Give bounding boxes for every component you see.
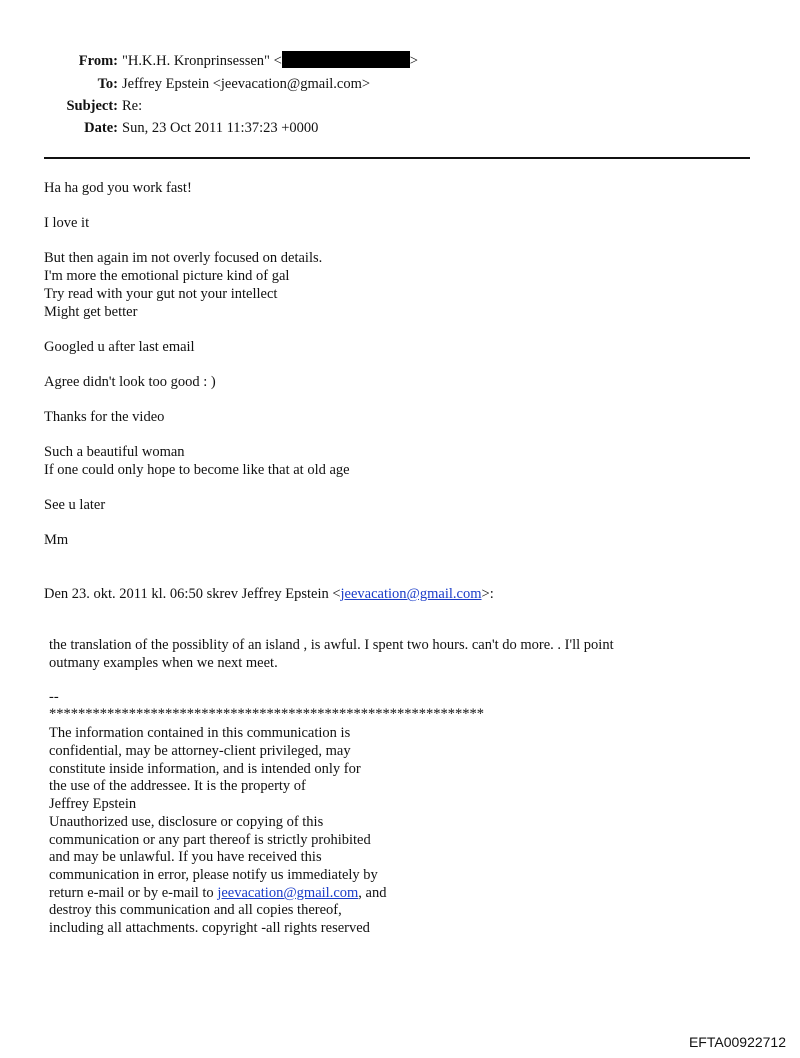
disclaimer-line: confidential, may be attorney-client privileged, may [49,743,351,759]
disclaimer-line: including all attachments. copyright -all rights reserved [49,920,370,936]
disclaimer-line: Unauthorized use, disclosure or copying of this [49,814,324,830]
disclaimer-line [49,884,386,902]
disclaimer-line: communication in error, please notify us immediately by [49,867,378,883]
quote-intro-text: Den 23. okt. 2011 kl. 06:50 skrev Jeffrey Epstein < [44,586,341,602]
email-link[interactable]: jeevacation@gmail.com [340,586,482,602]
disclaimer-line: constitute inside information, and is intended only for [49,761,361,777]
email-link[interactable]: jeevacation@gmail.com [217,885,359,901]
quoted-line: the translation of the possiblity of an island , is awful. I spent two hours. can't do more. . I'll point [49,637,614,653]
to-value: Jeffrey Epstein <jeevacation@gmail.com> [122,76,371,92]
from-value [122,51,418,71]
header-divider [44,157,750,159]
body-line: Try read with your gut not your intellect [44,286,278,302]
signature: Mm [44,532,69,548]
quote-intro-suffix: >: [481,586,494,602]
body-line: If one could only hope to become like that at old age [44,462,350,478]
disclaimer-line: The information contained in this communication is [49,725,351,741]
quote-intro [44,585,494,603]
disclaimer-text: return e-mail or by e-mail to [49,885,218,901]
body-line: See u later [44,497,106,513]
document-id: EFTA00922712 [688,1034,786,1050]
body-line: I love it [44,215,90,231]
subject-value: Re: [122,98,143,114]
body-line: I'm more the emotional picture kind of gal [44,268,290,284]
from-label: From: [78,53,118,69]
to-label: To: [97,76,118,92]
signature-separator: -- [49,689,59,705]
subject-label: Subject: [66,98,118,114]
body-line: Ha ha god you work fast! [44,180,192,196]
disclaimer-line: Jeffrey Epstein [49,796,137,812]
star-divider: ************************************************************ [49,706,484,722]
redaction-box [282,51,410,68]
disclaimer-text: , and [358,885,387,901]
disclaimer-line: and may be unlawful. If you have received this [49,849,322,865]
body-line: Googled u after last email [44,339,195,355]
body-line: Such a beautiful woman [44,444,185,460]
body-line: Might get better [44,304,138,320]
date-label: Date: [84,120,118,136]
body-line: Thanks for the video [44,409,165,425]
from-suffix: > [409,53,418,69]
date-value: Sun, 23 Oct 2011 11:37:23 +0000 [122,120,319,136]
disclaimer-line: communication or any part thereof is strictly prohibited [49,832,371,848]
disclaimer-line: the use of the addressee. It is the property of [49,778,306,794]
quoted-line: outmany examples when we next meet. [49,655,278,671]
body-line: Agree didn't look too good : ) [44,374,216,390]
from-name: "H.K.H. Kronprinsessen" < [122,53,282,69]
disclaimer-line: destroy this communication and all copies thereof, [49,902,342,918]
body-line: But then again im not overly focused on details. [44,250,323,266]
